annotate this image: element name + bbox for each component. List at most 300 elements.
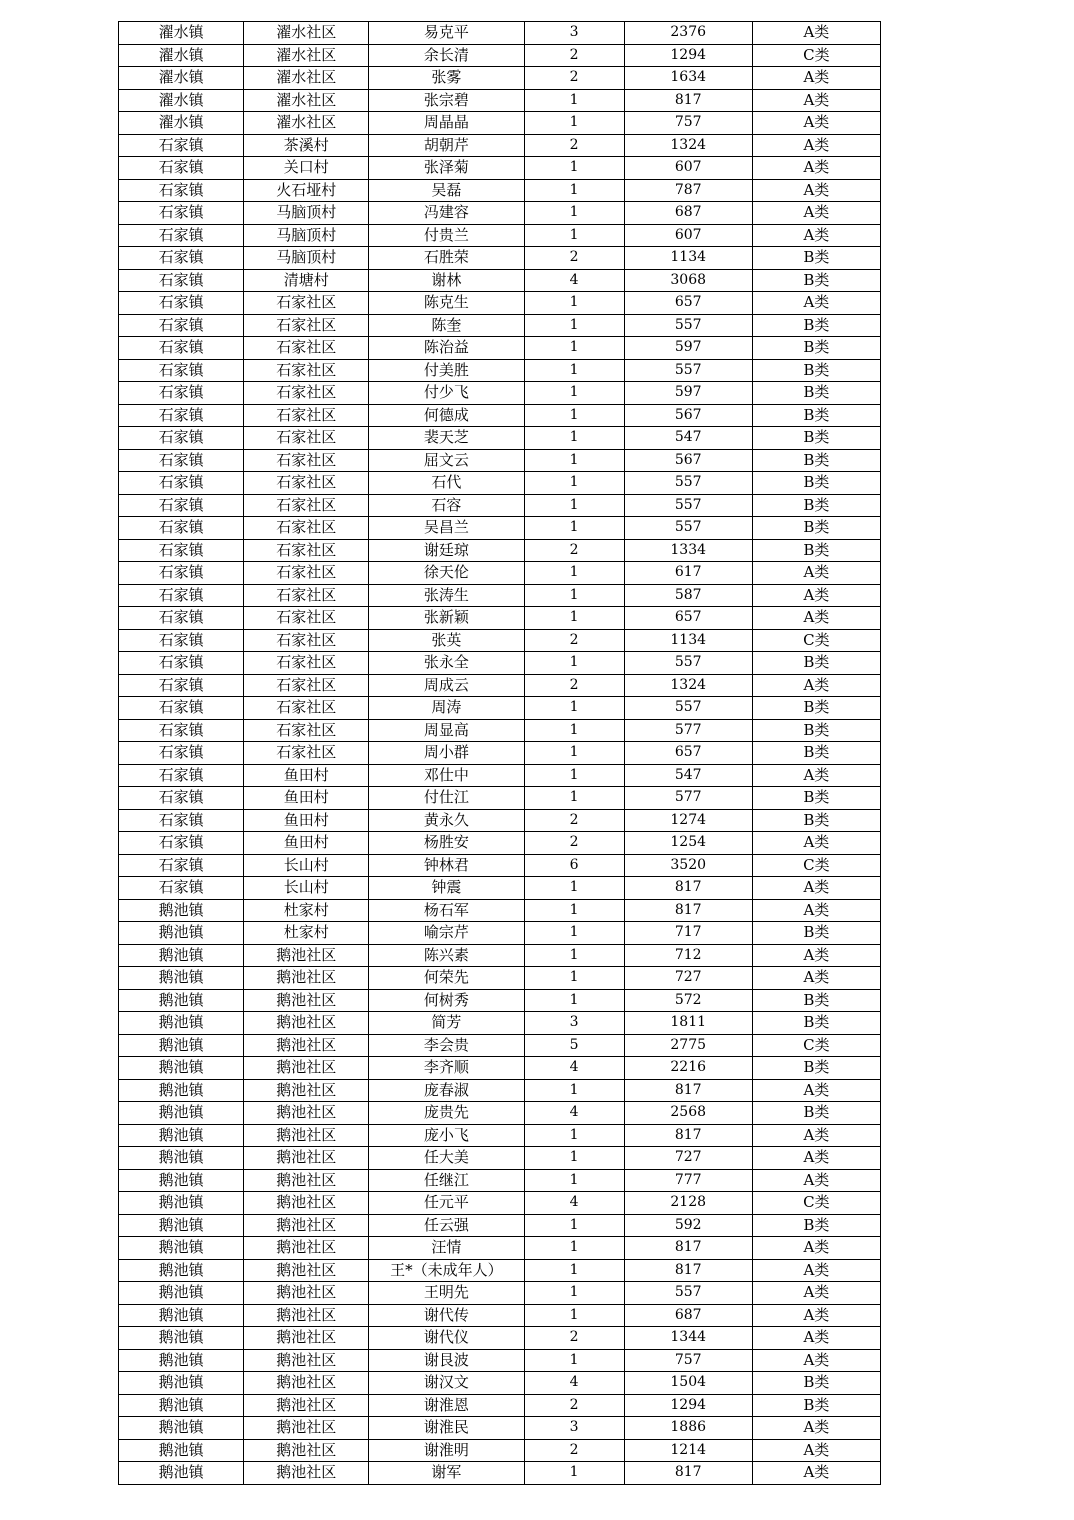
amount-cell: 617 — [624, 562, 752, 585]
community-cell: 石家社区 — [244, 292, 369, 315]
town-cell: 石家镇 — [119, 472, 244, 495]
household-size-cell: 4 — [524, 1057, 624, 1080]
category-cell: A类 — [752, 1124, 880, 1147]
community-cell: 马脑顶村 — [244, 247, 369, 270]
name-cell: 谢汉文 — [369, 1372, 524, 1395]
community-cell: 长山村 — [244, 854, 369, 877]
amount-cell: 557 — [624, 472, 752, 495]
town-cell: 鹅池镇 — [119, 1079, 244, 1102]
amount-cell: 607 — [624, 224, 752, 247]
table-row — [119, 292, 881, 315]
amount-cell: 607 — [624, 157, 752, 180]
category-cell: A类 — [752, 1169, 880, 1192]
amount-cell: 1324 — [624, 674, 752, 697]
household-size-cell: 1 — [524, 292, 624, 315]
table-row — [119, 134, 881, 157]
community-cell: 马脑顶村 — [244, 202, 369, 225]
table-body — [119, 22, 881, 1485]
household-size-cell: 1 — [524, 449, 624, 472]
household-size-cell: 2 — [524, 67, 624, 90]
table-row — [119, 877, 881, 900]
amount-cell: 757 — [624, 112, 752, 135]
household-size-cell: 1 — [524, 1169, 624, 1192]
table-row — [119, 337, 881, 360]
name-cell: 任元平 — [369, 1192, 524, 1215]
town-cell: 鹅池镇 — [119, 922, 244, 945]
community-cell: 濯水社区 — [244, 44, 369, 67]
category-cell: A类 — [752, 1349, 880, 1372]
community-cell: 鹅池社区 — [244, 1169, 369, 1192]
category-cell: A类 — [752, 1304, 880, 1327]
table-row — [119, 44, 881, 67]
town-cell: 鹅池镇 — [119, 899, 244, 922]
name-cell: 庞春淑 — [369, 1079, 524, 1102]
community-cell: 鱼田村 — [244, 787, 369, 810]
amount-cell: 587 — [624, 584, 752, 607]
household-size-cell: 1 — [524, 112, 624, 135]
amount-cell: 1214 — [624, 1439, 752, 1462]
category-cell: A类 — [752, 1259, 880, 1282]
category-cell: A类 — [752, 292, 880, 315]
community-cell: 石家社区 — [244, 382, 369, 405]
town-cell: 鹅池镇 — [119, 989, 244, 1012]
community-cell: 鹅池社区 — [244, 1079, 369, 1102]
table-row — [119, 1439, 881, 1462]
category-cell: B类 — [752, 1394, 880, 1417]
category-cell: B类 — [752, 1102, 880, 1125]
household-size-cell: 1 — [524, 494, 624, 517]
category-cell: A类 — [752, 764, 880, 787]
name-cell: 张新颖 — [369, 607, 524, 630]
household-size-cell: 2 — [524, 1439, 624, 1462]
town-cell: 鹅池镇 — [119, 1102, 244, 1125]
category-cell: A类 — [752, 202, 880, 225]
table-row — [119, 1462, 881, 1485]
name-cell: 谢林 — [369, 269, 524, 292]
name-cell: 杨胜安 — [369, 832, 524, 855]
table-row — [119, 562, 881, 585]
name-cell: 何德成 — [369, 404, 524, 427]
name-cell: 付美胜 — [369, 359, 524, 382]
category-cell: A类 — [752, 1237, 880, 1260]
amount-cell: 597 — [624, 382, 752, 405]
table-row — [119, 607, 881, 630]
town-cell: 鹅池镇 — [119, 1394, 244, 1417]
category-cell: B类 — [752, 719, 880, 742]
name-cell: 钟震 — [369, 877, 524, 900]
amount-cell: 1504 — [624, 1372, 752, 1395]
name-cell: 陈克生 — [369, 292, 524, 315]
name-cell: 简芳 — [369, 1012, 524, 1035]
table-row — [119, 1259, 881, 1282]
name-cell: 陈奎 — [369, 314, 524, 337]
table-row — [119, 472, 881, 495]
town-cell: 石家镇 — [119, 449, 244, 472]
town-cell: 濯水镇 — [119, 112, 244, 135]
town-cell: 石家镇 — [119, 494, 244, 517]
community-cell: 石家社区 — [244, 539, 369, 562]
amount-cell: 817 — [624, 1462, 752, 1485]
table-row — [119, 247, 881, 270]
community-cell: 长山村 — [244, 877, 369, 900]
table-row — [119, 1417, 881, 1440]
table-row — [119, 494, 881, 517]
amount-cell: 557 — [624, 652, 752, 675]
category-cell: B类 — [752, 1372, 880, 1395]
amount-cell: 3520 — [624, 854, 752, 877]
category-cell: B类 — [752, 494, 880, 517]
name-cell: 张泽菊 — [369, 157, 524, 180]
amount-cell: 1134 — [624, 247, 752, 270]
table-row — [119, 1237, 881, 1260]
household-size-cell: 2 — [524, 674, 624, 697]
table-row — [119, 112, 881, 135]
town-cell: 石家镇 — [119, 224, 244, 247]
category-cell: A类 — [752, 1282, 880, 1305]
community-cell: 石家社区 — [244, 584, 369, 607]
category-cell: B类 — [752, 359, 880, 382]
community-cell: 鹅池社区 — [244, 1417, 369, 1440]
category-cell: B类 — [752, 472, 880, 495]
household-size-cell: 1 — [524, 1349, 624, 1372]
table-row — [119, 719, 881, 742]
category-cell: A类 — [752, 179, 880, 202]
town-cell: 鹅池镇 — [119, 1147, 244, 1170]
category-cell: A类 — [752, 1462, 880, 1485]
community-cell: 濯水社区 — [244, 89, 369, 112]
table-row — [119, 1214, 881, 1237]
amount-cell: 1294 — [624, 1394, 752, 1417]
town-cell: 石家镇 — [119, 157, 244, 180]
amount-cell: 557 — [624, 314, 752, 337]
community-cell: 鹅池社区 — [244, 944, 369, 967]
community-cell: 鹅池社区 — [244, 1259, 369, 1282]
amount-cell: 817 — [624, 1124, 752, 1147]
household-size-cell: 1 — [524, 1462, 624, 1485]
household-size-cell: 1 — [524, 382, 624, 405]
household-size-cell: 3 — [524, 1417, 624, 1440]
community-cell: 火石垭村 — [244, 179, 369, 202]
table-row — [119, 1079, 881, 1102]
category-cell: A类 — [752, 877, 880, 900]
name-cell: 谢淮恩 — [369, 1394, 524, 1417]
town-cell: 石家镇 — [119, 247, 244, 270]
category-cell: B类 — [752, 922, 880, 945]
name-cell: 张雾 — [369, 67, 524, 90]
community-cell: 杜家村 — [244, 899, 369, 922]
amount-cell: 817 — [624, 1237, 752, 1260]
amount-cell: 557 — [624, 697, 752, 720]
community-cell: 石家社区 — [244, 472, 369, 495]
category-cell: B类 — [752, 517, 880, 540]
town-cell: 石家镇 — [119, 562, 244, 585]
household-size-cell: 1 — [524, 472, 624, 495]
household-size-cell: 1 — [524, 877, 624, 900]
name-cell: 张涛生 — [369, 584, 524, 607]
name-cell: 陈治益 — [369, 337, 524, 360]
name-cell: 谢淮明 — [369, 1439, 524, 1462]
community-cell: 石家社区 — [244, 337, 369, 360]
community-cell: 鹅池社区 — [244, 1147, 369, 1170]
table-row — [119, 809, 881, 832]
table-row — [119, 832, 881, 855]
community-cell: 鹅池社区 — [244, 1214, 369, 1237]
amount-cell: 2216 — [624, 1057, 752, 1080]
category-cell: B类 — [752, 427, 880, 450]
town-cell: 鹅池镇 — [119, 1282, 244, 1305]
household-size-cell: 2 — [524, 1394, 624, 1417]
name-cell: 王明先 — [369, 1282, 524, 1305]
amount-cell: 2775 — [624, 1034, 752, 1057]
name-cell: 王*（未成年人） — [369, 1259, 524, 1282]
category-cell: B类 — [752, 989, 880, 1012]
amount-cell: 567 — [624, 449, 752, 472]
category-cell: A类 — [752, 562, 880, 585]
town-cell: 石家镇 — [119, 742, 244, 765]
community-cell: 石家社区 — [244, 719, 369, 742]
amount-cell: 712 — [624, 944, 752, 967]
community-cell: 鹅池社区 — [244, 1439, 369, 1462]
amount-cell: 817 — [624, 1259, 752, 1282]
name-cell: 石胜荣 — [369, 247, 524, 270]
household-size-cell: 1 — [524, 562, 624, 585]
community-cell: 石家社区 — [244, 494, 369, 517]
household-size-cell: 1 — [524, 1259, 624, 1282]
household-size-cell: 1 — [524, 337, 624, 360]
amount-cell: 567 — [624, 404, 752, 427]
table-row — [119, 1304, 881, 1327]
community-cell: 濯水社区 — [244, 112, 369, 135]
table-row — [119, 1147, 881, 1170]
household-size-cell: 3 — [524, 22, 624, 45]
name-cell: 周晶晶 — [369, 112, 524, 135]
name-cell: 付少飞 — [369, 382, 524, 405]
town-cell: 鹅池镇 — [119, 1304, 244, 1327]
amount-cell: 557 — [624, 494, 752, 517]
amount-cell: 577 — [624, 787, 752, 810]
amount-cell: 727 — [624, 967, 752, 990]
household-size-cell: 1 — [524, 517, 624, 540]
category-cell: A类 — [752, 67, 880, 90]
name-cell: 庞贵先 — [369, 1102, 524, 1125]
household-size-cell: 2 — [524, 44, 624, 67]
category-cell: C类 — [752, 1034, 880, 1057]
town-cell: 石家镇 — [119, 539, 244, 562]
household-size-cell: 1 — [524, 989, 624, 1012]
community-cell: 鹅池社区 — [244, 1192, 369, 1215]
category-cell: A类 — [752, 112, 880, 135]
amount-cell: 2568 — [624, 1102, 752, 1125]
amount-cell: 2128 — [624, 1192, 752, 1215]
community-cell: 石家社区 — [244, 562, 369, 585]
amount-cell: 1886 — [624, 1417, 752, 1440]
community-cell: 清塘村 — [244, 269, 369, 292]
name-cell: 石容 — [369, 494, 524, 517]
name-cell: 张宗碧 — [369, 89, 524, 112]
table-row — [119, 1057, 881, 1080]
category-cell: B类 — [752, 269, 880, 292]
community-cell: 石家社区 — [244, 517, 369, 540]
category-cell: C类 — [752, 1192, 880, 1215]
name-cell: 何荣先 — [369, 967, 524, 990]
town-cell: 石家镇 — [119, 674, 244, 697]
amount-cell: 1811 — [624, 1012, 752, 1035]
town-cell: 鹅池镇 — [119, 944, 244, 967]
household-size-cell: 1 — [524, 607, 624, 630]
household-size-cell: 4 — [524, 269, 624, 292]
town-cell: 石家镇 — [119, 427, 244, 450]
category-cell: C类 — [752, 854, 880, 877]
community-cell: 鱼田村 — [244, 809, 369, 832]
name-cell: 汪情 — [369, 1237, 524, 1260]
data-table — [118, 21, 881, 1485]
table-row — [119, 404, 881, 427]
household-size-cell: 1 — [524, 1282, 624, 1305]
name-cell: 易克平 — [369, 22, 524, 45]
community-cell: 鹅池社区 — [244, 967, 369, 990]
town-cell: 石家镇 — [119, 854, 244, 877]
category-cell: A类 — [752, 1439, 880, 1462]
table-row — [119, 89, 881, 112]
table-row — [119, 269, 881, 292]
amount-cell: 572 — [624, 989, 752, 1012]
community-cell: 杜家村 — [244, 922, 369, 945]
town-cell: 石家镇 — [119, 832, 244, 855]
table-row — [119, 179, 881, 202]
name-cell: 胡朝芹 — [369, 134, 524, 157]
category-cell: B类 — [752, 382, 880, 405]
amount-cell: 547 — [624, 427, 752, 450]
community-cell: 茶溪村 — [244, 134, 369, 157]
table-row — [119, 224, 881, 247]
table-row — [119, 1124, 881, 1147]
amount-cell: 657 — [624, 292, 752, 315]
community-cell: 鹅池社区 — [244, 1349, 369, 1372]
name-cell: 任云强 — [369, 1214, 524, 1237]
name-cell: 周显高 — [369, 719, 524, 742]
name-cell: 徐天伦 — [369, 562, 524, 585]
amount-cell: 597 — [624, 337, 752, 360]
category-cell: A类 — [752, 607, 880, 630]
table-row — [119, 157, 881, 180]
town-cell: 石家镇 — [119, 314, 244, 337]
community-cell: 鹅池社区 — [244, 1124, 369, 1147]
household-size-cell: 1 — [524, 967, 624, 990]
household-size-cell: 1 — [524, 202, 624, 225]
name-cell: 吴磊 — [369, 179, 524, 202]
table-row — [119, 1012, 881, 1035]
amount-cell: 557 — [624, 359, 752, 382]
amount-cell: 727 — [624, 1147, 752, 1170]
table-row — [119, 1349, 881, 1372]
community-cell: 濯水社区 — [244, 22, 369, 45]
amount-cell: 557 — [624, 1282, 752, 1305]
category-cell: B类 — [752, 337, 880, 360]
town-cell: 石家镇 — [119, 809, 244, 832]
table-row — [119, 629, 881, 652]
category-cell: A类 — [752, 899, 880, 922]
town-cell: 鹅池镇 — [119, 1169, 244, 1192]
town-cell: 石家镇 — [119, 764, 244, 787]
household-size-cell: 5 — [524, 1034, 624, 1057]
town-cell: 石家镇 — [119, 404, 244, 427]
category-cell: A类 — [752, 1079, 880, 1102]
name-cell: 周涛 — [369, 697, 524, 720]
amount-cell: 1274 — [624, 809, 752, 832]
name-cell: 付贵兰 — [369, 224, 524, 247]
amount-cell: 817 — [624, 1079, 752, 1102]
amount-cell: 657 — [624, 607, 752, 630]
community-cell: 鱼田村 — [244, 764, 369, 787]
community-cell: 马脑顶村 — [244, 224, 369, 247]
town-cell: 鹅池镇 — [119, 1124, 244, 1147]
name-cell: 裴天芝 — [369, 427, 524, 450]
amount-cell: 1634 — [624, 67, 752, 90]
category-cell: A类 — [752, 967, 880, 990]
town-cell: 石家镇 — [119, 269, 244, 292]
category-cell: A类 — [752, 832, 880, 855]
household-size-cell: 1 — [524, 697, 624, 720]
town-cell: 石家镇 — [119, 382, 244, 405]
table-row — [119, 202, 881, 225]
town-cell: 石家镇 — [119, 359, 244, 382]
community-cell: 鹅池社区 — [244, 989, 369, 1012]
name-cell: 冯建容 — [369, 202, 524, 225]
amount-cell: 717 — [624, 922, 752, 945]
amount-cell: 547 — [624, 764, 752, 787]
name-cell: 周小群 — [369, 742, 524, 765]
name-cell: 杨石军 — [369, 899, 524, 922]
amount-cell: 787 — [624, 179, 752, 202]
table-row — [119, 382, 881, 405]
category-cell: A类 — [752, 584, 880, 607]
household-size-cell: 1 — [524, 179, 624, 202]
amount-cell: 577 — [624, 719, 752, 742]
town-cell: 濯水镇 — [119, 67, 244, 90]
category-cell: C类 — [752, 44, 880, 67]
table-row — [119, 1327, 881, 1350]
community-cell: 石家社区 — [244, 607, 369, 630]
household-size-cell: 1 — [524, 1147, 624, 1170]
table-row — [119, 899, 881, 922]
household-size-cell: 4 — [524, 1102, 624, 1125]
table-row — [119, 922, 881, 945]
name-cell: 陈兴素 — [369, 944, 524, 967]
household-size-cell: 1 — [524, 404, 624, 427]
table-row — [119, 787, 881, 810]
town-cell: 鹅池镇 — [119, 1237, 244, 1260]
name-cell: 谢廷琼 — [369, 539, 524, 562]
household-size-cell: 4 — [524, 1372, 624, 1395]
household-size-cell: 1 — [524, 157, 624, 180]
category-cell: B类 — [752, 1057, 880, 1080]
household-size-cell: 1 — [524, 719, 624, 742]
household-size-cell: 2 — [524, 832, 624, 855]
category-cell: A类 — [752, 944, 880, 967]
town-cell: 石家镇 — [119, 697, 244, 720]
category-cell: A类 — [752, 157, 880, 180]
household-size-cell: 1 — [524, 944, 624, 967]
category-cell: B类 — [752, 314, 880, 337]
table-row — [119, 674, 881, 697]
name-cell: 邓仕中 — [369, 764, 524, 787]
town-cell: 石家镇 — [119, 517, 244, 540]
community-cell: 石家社区 — [244, 629, 369, 652]
category-cell: B类 — [752, 1012, 880, 1035]
household-size-cell: 1 — [524, 764, 624, 787]
household-size-cell: 4 — [524, 1192, 624, 1215]
table-row — [119, 1034, 881, 1057]
